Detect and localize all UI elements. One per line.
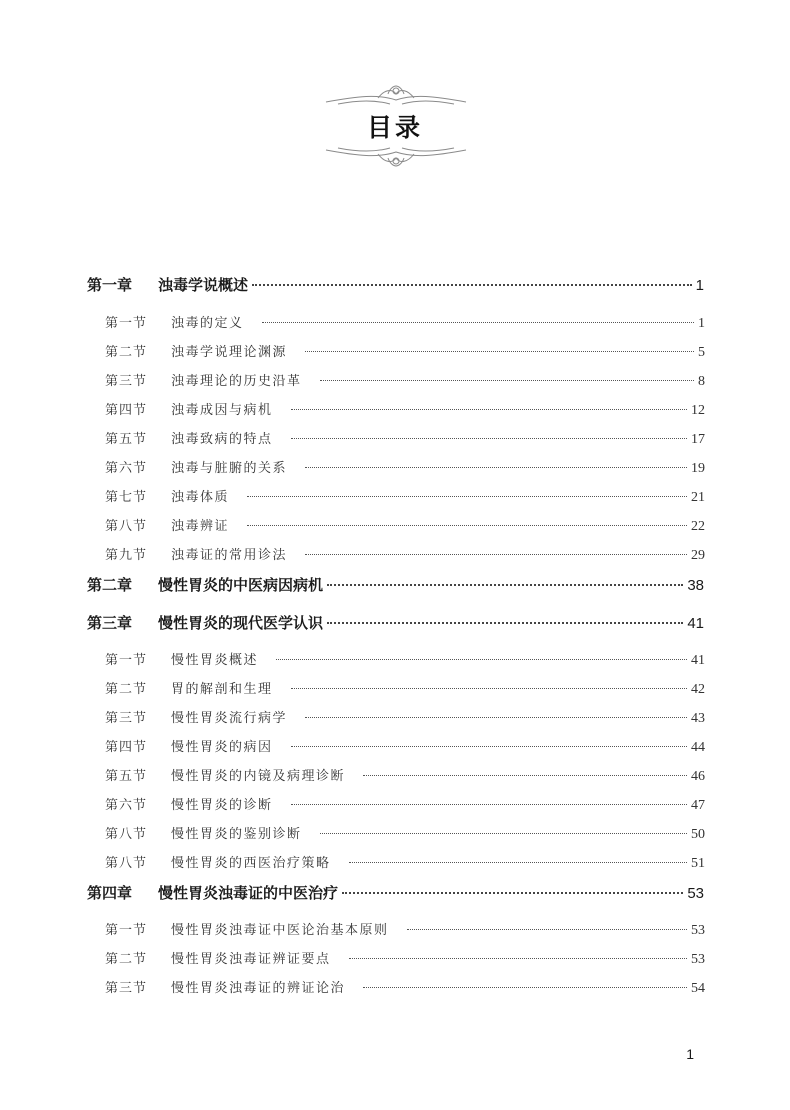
toc-entry-page: 50 [691,827,705,842]
toc-entry-number: 第二节 [105,682,148,697]
toc-section-entry [105,515,705,535]
toc-entry-page: 53 [687,885,704,902]
page-title: 目录 [366,113,423,142]
toc-section-entry [105,428,705,448]
toc-entry-title: 浊毒学说概述 [158,276,249,294]
toc-entry-page: 8 [698,374,705,389]
toc-entry-page: 53 [691,952,705,967]
toc-entry-title: 浊毒的定义 [171,316,244,331]
toc-section-entry [105,544,705,564]
toc-entry-number: 第二节 [105,952,148,967]
toc-entry-page: 17 [691,432,705,447]
toc-entry-number: 第五节 [105,432,148,447]
toc-entry-page: 12 [691,403,705,418]
toc-section-entry [105,948,705,968]
toc-entry-title: 慢性胃炎流行病学 [171,711,288,726]
toc-leader-dots [305,467,687,468]
toc-entry-number: 第五节 [105,769,148,784]
toc-chapter-entry [87,612,704,633]
toc-leader-dots [327,584,683,586]
toc-leader-dots [291,746,687,747]
toc-entry-page: 5 [698,345,705,360]
toc-section-entry [105,457,705,477]
toc-entry-title: 慢性胃炎浊毒证辨证要点 [171,952,331,967]
toc-section-entry [105,649,705,669]
toc-entry-page: 54 [691,981,705,996]
toc-entry-title: 慢性胃炎的中医病因病机 [158,576,324,594]
toc-leader-dots [262,322,694,323]
toc-entry-number: 第八节 [105,519,148,534]
toc-entry-number: 第九节 [105,548,148,563]
toc-leader-dots [305,554,687,555]
toc-section-entry [105,312,705,332]
toc-leader-dots [342,892,683,894]
toc-leader-dots [291,438,687,439]
toc-entry-number: 第一节 [105,316,148,331]
toc-section-entry [105,399,705,419]
toc-leader-dots [247,496,687,497]
toc-leader-dots [305,717,687,718]
toc-entry-title: 慢性胃炎浊毒证的中医治疗 [158,884,339,902]
toc-leader-dots [252,284,692,286]
toc-entry-title: 浊毒学说理论渊源 [171,345,288,360]
toc-entry-title: 浊毒成因与病机 [171,403,273,418]
toc-section-entry [105,852,705,872]
toc-entry-title: 浊毒理论的历史沿革 [171,374,302,389]
toc-entry-title: 慢性胃炎的现代医学认识 [158,614,324,632]
toc-leader-dots [320,380,694,381]
toc-leader-dots [291,409,687,410]
toc-chapter-entry [87,882,704,903]
toc-entry-page: 44 [691,740,705,755]
toc-entry-page: 1 [695,277,704,294]
toc-leader-dots [363,775,687,776]
toc-entry-number: 第四节 [105,740,148,755]
toc-entry-page: 38 [687,577,704,594]
toc-entry-number: 第二节 [105,345,148,360]
toc-entry-title: 慢性胃炎概述 [171,653,259,668]
toc-entry-page: 21 [691,490,705,505]
toc-entry-page: 43 [691,711,705,726]
toc-entry-number: 第六节 [105,461,148,476]
toc-section-entry [105,370,705,390]
toc-leader-dots [349,862,687,863]
toc-entry-page: 41 [691,653,705,668]
toc-entry-number: 第三章 [87,614,133,632]
toc-entry-title: 慢性胃炎的西医治疗策略 [171,856,331,871]
toc-entry-number: 第七节 [105,490,148,505]
toc-entry-number: 第八节 [105,856,148,871]
toc-entry-page: 29 [691,548,705,563]
toc-entry-title: 慢性胃炎浊毒证的辨证论治 [171,981,346,996]
toc-entry-title: 浊毒致病的特点 [171,432,273,447]
toc-entry-title: 慢性胃炎的鉴别诊断 [171,827,302,842]
toc-leader-dots [305,351,694,352]
toc-entry-page: 41 [687,615,704,632]
toc-section-entry [105,794,705,814]
toc-section-entry [105,341,705,361]
toc-entry-title: 慢性胃炎的内镜及病理诊断 [171,769,346,784]
toc-entry-number: 第三节 [105,981,148,996]
toc-entry-number: 第六节 [105,798,148,813]
toc-section-entry [105,765,705,785]
toc-leader-dots [320,833,687,834]
toc-entry-page: 1 [698,316,705,331]
toc-entry-title: 浊毒体质 [171,490,230,505]
toc-entry-title: 慢性胃炎浊毒证中医论治基本原则 [171,923,389,938]
toc-section-entry [105,919,705,939]
page-number: 1 [686,1046,694,1062]
toc-entry-title: 浊毒辨证 [171,519,230,534]
toc-leader-dots [291,688,687,689]
toc-entry-number: 第三节 [105,711,148,726]
toc-entry-title: 胃的解剖和生理 [171,682,273,697]
toc-entry-page: 53 [691,923,705,938]
toc-leader-dots [247,525,687,526]
toc-entry-page: 47 [691,798,705,813]
toc-chapter-entry [87,274,704,295]
toc-leader-dots [276,659,687,660]
toc-section-entry [105,977,705,997]
toc-entry-title: 浊毒与脏腑的关系 [171,461,288,476]
toc-entry-title: 慢性胃炎的诊断 [171,798,273,813]
toc-entry-number: 第一章 [87,276,133,294]
toc-entry-page: 46 [691,769,705,784]
toc-entry-number: 第八节 [105,827,148,842]
toc-leader-dots [363,987,687,988]
toc-entry-number: 第一节 [105,923,148,938]
toc-section-entry [105,707,705,727]
toc-section-entry [105,736,705,756]
toc-entry-page: 51 [691,856,705,871]
toc-entry-number: 第四章 [87,884,133,902]
toc-entry-number: 第四节 [105,403,148,418]
toc-section-entry [105,678,705,698]
toc-leader-dots [327,622,683,624]
toc-entry-page: 42 [691,682,705,697]
toc-leader-dots [349,958,687,959]
toc-entry-title: 浊毒证的常用诊法 [171,548,288,563]
toc-entry-page: 22 [691,519,705,534]
toc-entry-number: 第二章 [87,576,133,594]
toc-entry-page: 19 [691,461,705,476]
toc-entry-title: 慢性胃炎的病因 [171,740,273,755]
toc-section-entry [105,486,705,506]
toc-entry-number: 第三节 [105,374,148,389]
toc-chapter-entry [87,574,704,595]
toc-leader-dots [407,929,687,930]
toc-entry-number: 第一节 [105,653,148,668]
toc-section-entry [105,823,705,843]
toc-leader-dots [291,804,687,805]
